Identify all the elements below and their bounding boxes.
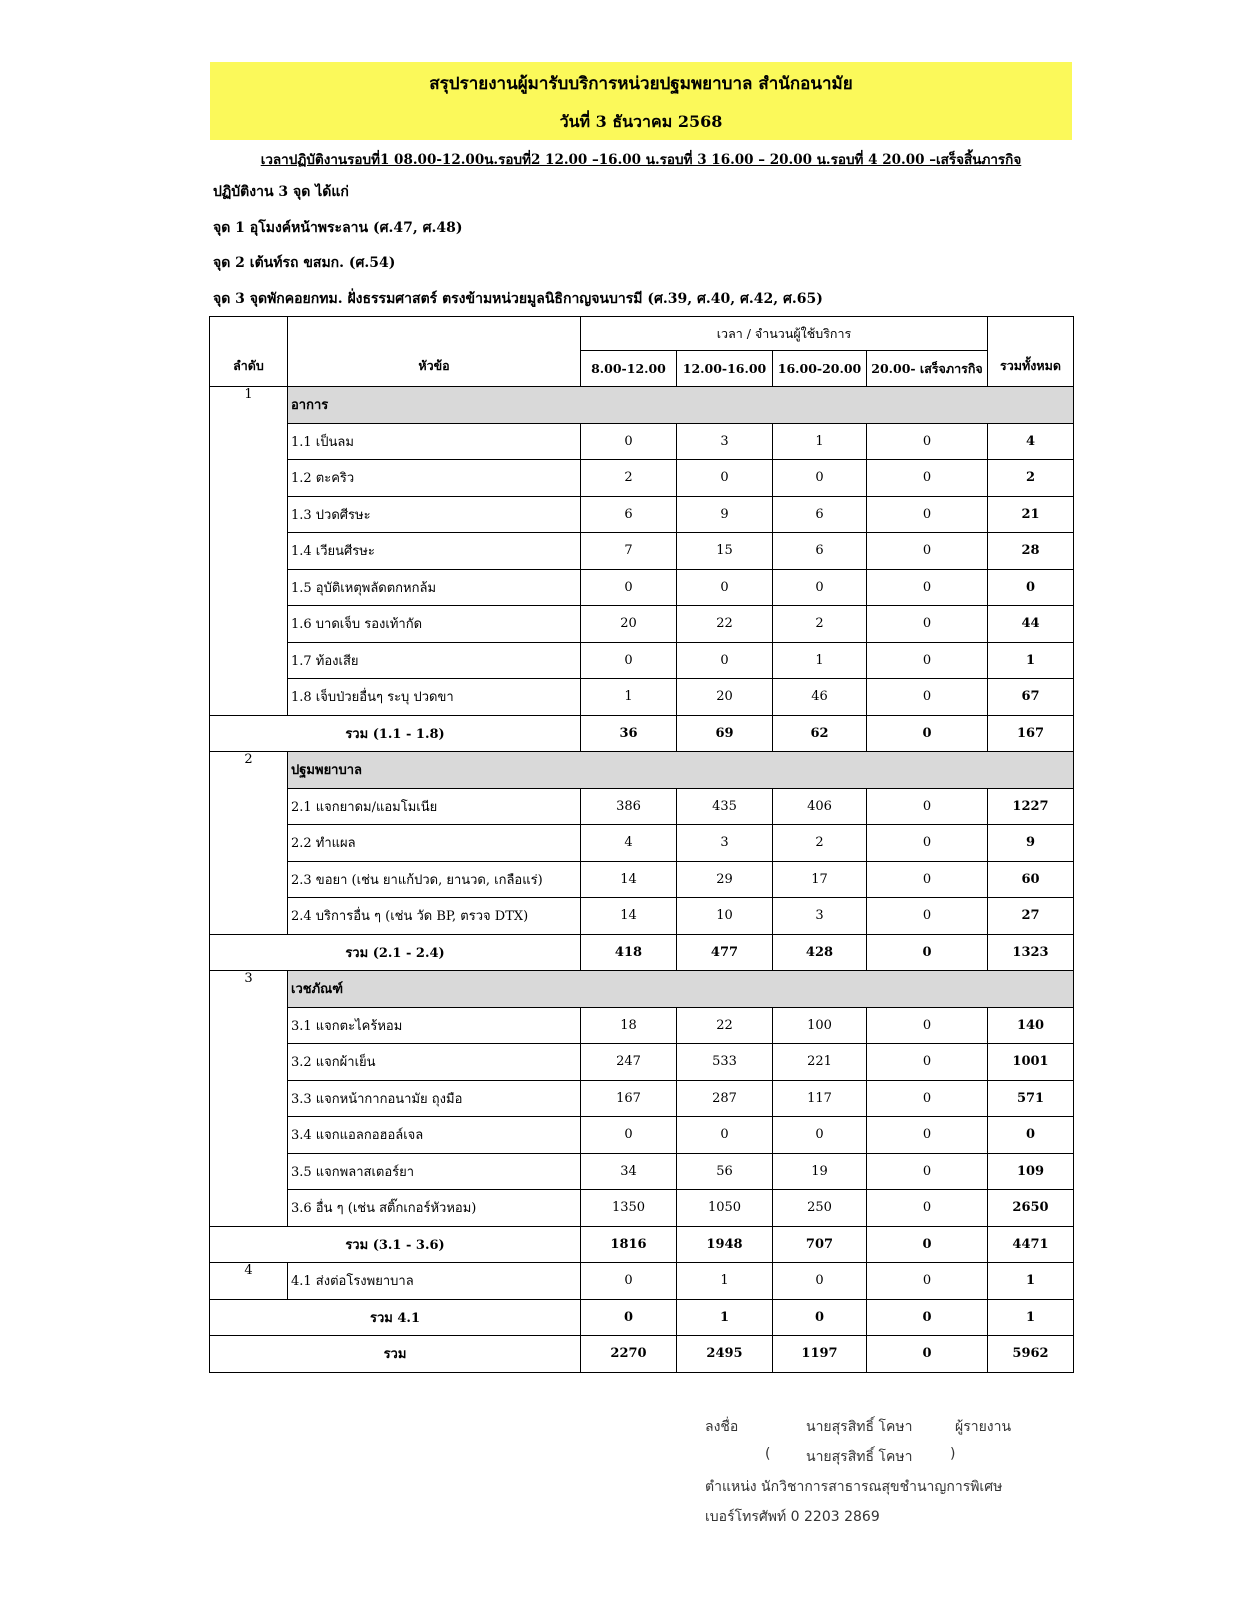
item-total: 109: [988, 1153, 1074, 1190]
item-value: 0: [867, 1117, 988, 1154]
table-row: [210, 569, 1074, 606]
item-value: 7: [581, 533, 677, 570]
item-value: 1: [581, 679, 677, 716]
item-value: 29: [677, 861, 773, 898]
item-label: 3.2 แจกผ้าเย็น: [288, 1044, 581, 1081]
item-total: 9: [988, 825, 1074, 862]
table-row: [210, 423, 1074, 460]
item-label: 1.5 อุบัติเหตุพลัดตกหกล้ม: [288, 569, 581, 606]
subtotal-value: 0: [867, 715, 988, 752]
item-total: 140: [988, 1007, 1074, 1044]
grand-total-row: [210, 1336, 1074, 1373]
subtotal-total: 4471: [988, 1226, 1074, 1263]
section-index: 1: [210, 387, 288, 716]
item-total: 1001: [988, 1044, 1074, 1081]
item-total: 571: [988, 1080, 1074, 1117]
table-row: [210, 1263, 1074, 1300]
table-row: [210, 533, 1074, 570]
item-value: 0: [677, 1117, 773, 1154]
item-value: 221: [773, 1044, 867, 1081]
item-value: 9: [677, 496, 773, 533]
item-value: 0: [581, 1117, 677, 1154]
item-value: 0: [581, 569, 677, 606]
subtotal-row: [210, 1226, 1074, 1263]
item-value: 14: [581, 861, 677, 898]
table-row: [210, 898, 1074, 935]
signer-name-paren: นายสุรสิทธิ์ โคษา: [806, 1449, 913, 1465]
item-label: 1.7 ท้องเสีย: [288, 642, 581, 679]
item-value: 3: [677, 423, 773, 460]
item-label: 3.5 แจกพลาสเตอร์ยา: [288, 1153, 581, 1190]
item-total: 21: [988, 496, 1074, 533]
item-total: 27: [988, 898, 1074, 935]
item-value: 22: [677, 606, 773, 643]
header-topic: หัวข้อ: [288, 317, 581, 387]
item-total: 4: [988, 423, 1074, 460]
table-body: [210, 387, 1074, 1373]
item-total: 2650: [988, 1190, 1074, 1227]
item-total: 1227: [988, 788, 1074, 825]
item-value: 22: [677, 1007, 773, 1044]
item-value: 6: [773, 533, 867, 570]
item-value: 17: [773, 861, 867, 898]
subtotal-value: 477: [677, 934, 773, 971]
item-value: 0: [867, 1044, 988, 1081]
signer-phone: เบอร์โทรศัพท์ 0 2203 2869: [705, 1509, 880, 1525]
item-label: 1.1 เป็นลม: [288, 423, 581, 460]
item-value: 20: [677, 679, 773, 716]
table-row: [210, 1080, 1074, 1117]
item-value: 287: [677, 1080, 773, 1117]
item-value: 0: [581, 1263, 677, 1300]
item-value: 0: [677, 569, 773, 606]
item-value: 56: [677, 1153, 773, 1190]
item-value: 46: [773, 679, 867, 716]
table-row: [210, 496, 1074, 533]
subtotal-total: 167: [988, 715, 1074, 752]
item-label: 2.3 ขอยา (เช่น ยาแก้ปวด, ยานวด, เกลือแร่): [288, 861, 581, 898]
item-label: 3.3 แจกหน้ากากอนามัย ถุงมือ: [288, 1080, 581, 1117]
item-label: 1.6 บาดเจ็บ รองเท้ากัด: [288, 606, 581, 643]
item-label: 4.1 ส่งต่อโรงพยาบาล: [288, 1263, 581, 1300]
item-value: 386: [581, 788, 677, 825]
item-value: 435: [677, 788, 773, 825]
subtotal-value: 707: [773, 1226, 867, 1263]
subtotal-row: [210, 715, 1074, 752]
category-row: [210, 971, 1074, 1008]
item-value: 0: [867, 1263, 988, 1300]
item-total: 44: [988, 606, 1074, 643]
table-row: [210, 642, 1074, 679]
item-total: 1: [988, 1263, 1074, 1300]
item-value: 0: [867, 423, 988, 460]
item-value: 34: [581, 1153, 677, 1190]
item-value: 10: [677, 898, 773, 935]
grand-total-value: 1197: [773, 1336, 867, 1373]
point-1: จุด 1 อุโมงค์หน้าพระลาน (ศ.47, ศ.48): [213, 220, 463, 236]
subtotal-value: 0: [581, 1299, 677, 1336]
item-value: 14: [581, 898, 677, 935]
point-2: จุด 2 เต้นท์รถ ขสมก. (ศ.54): [213, 255, 396, 271]
item-total: 60: [988, 861, 1074, 898]
section-index: 4: [210, 1263, 288, 1300]
category-row: [210, 387, 1074, 424]
subtotal-label: รวม (3.1 - 3.6): [210, 1226, 581, 1263]
table-row: [210, 1044, 1074, 1081]
service-table: [209, 316, 1074, 1373]
item-value: 0: [867, 788, 988, 825]
item-value: 4: [581, 825, 677, 862]
item-total: 0: [988, 569, 1074, 606]
signer-position: ตำแหน่ง นักวิชาการสาธารณสุขชำนาญการพิเศษ: [705, 1479, 1003, 1495]
signer-name: นายสุรสิทธิ์ โคษา: [806, 1419, 913, 1435]
subtotal-value: 36: [581, 715, 677, 752]
paren-close: ): [950, 1446, 956, 1462]
header-time: เวลา / จำนวนผู้ใช้บริการ: [581, 317, 988, 351]
header-total: รวมทั้งหมด: [988, 317, 1074, 387]
subtotal-value: 0: [867, 934, 988, 971]
subtotal-value: 69: [677, 715, 773, 752]
signer-role: ผู้รายงาน: [955, 1419, 1012, 1435]
item-value: 0: [773, 1117, 867, 1154]
header-time-4: 20.00- เสร็จภารกิจ: [867, 351, 988, 387]
item-value: 2: [773, 825, 867, 862]
item-value: 6: [773, 496, 867, 533]
subtotal-row: [210, 934, 1074, 971]
item-value: 15: [677, 533, 773, 570]
category-row: [210, 752, 1074, 789]
subtotal-value: 1948: [677, 1226, 773, 1263]
item-value: 18: [581, 1007, 677, 1044]
table-row: [210, 606, 1074, 643]
item-value: 3: [677, 825, 773, 862]
table-row: [210, 679, 1074, 716]
subtotal-value: 0: [867, 1226, 988, 1263]
item-value: 0: [867, 1190, 988, 1227]
subtotal-row: [210, 1299, 1074, 1336]
table-row: [210, 1117, 1074, 1154]
header-time-3: 16.00-20.00: [773, 351, 867, 387]
item-value: 100: [773, 1007, 867, 1044]
item-value: 1050: [677, 1190, 773, 1227]
grand-total: 5962: [988, 1336, 1074, 1373]
table-row: [210, 788, 1074, 825]
item-value: 0: [581, 642, 677, 679]
item-total: 67: [988, 679, 1074, 716]
item-total: 28: [988, 533, 1074, 570]
item-value: 2: [773, 606, 867, 643]
subtotal-value: 418: [581, 934, 677, 971]
item-value: 0: [773, 460, 867, 497]
item-value: 0: [677, 460, 773, 497]
item-value: 533: [677, 1044, 773, 1081]
item-value: 0: [867, 1007, 988, 1044]
header-index: ลำดับ: [210, 317, 288, 387]
subtotal-label: รวม (1.1 - 1.8): [210, 715, 581, 752]
item-value: 0: [867, 825, 988, 862]
item-label: 3.1 แจกตะไคร้หอม: [288, 1007, 581, 1044]
subtotal-value: 428: [773, 934, 867, 971]
subtotal-value: 1: [677, 1299, 773, 1336]
item-value: 0: [677, 642, 773, 679]
item-value: 0: [867, 496, 988, 533]
item-label: 2.2 ทำแผล: [288, 825, 581, 862]
item-value: 3: [773, 898, 867, 935]
item-value: 0: [867, 606, 988, 643]
subtotal-value: 0: [867, 1299, 988, 1336]
item-label: 1.4 เวียนศีรษะ: [288, 533, 581, 570]
item-label: 2.1 แจกยาดม/แอมโมเนีย: [288, 788, 581, 825]
table-row: [210, 1007, 1074, 1044]
table-row: [210, 861, 1074, 898]
item-value: 0: [867, 642, 988, 679]
item-value: 0: [581, 423, 677, 460]
item-value: 2: [581, 460, 677, 497]
paren-open: (: [765, 1446, 771, 1462]
item-label: 3.6 อื่น ๆ (เช่น สติ๊กเกอร์หัวหอม): [288, 1190, 581, 1227]
subtotal-total: 1: [988, 1299, 1074, 1336]
item-value: 0: [867, 1080, 988, 1117]
item-value: 0: [867, 1153, 988, 1190]
item-value: 1: [677, 1263, 773, 1300]
section-name: ปฐมพยาบาล: [288, 752, 1074, 789]
signature-label: ลงชื่อ: [705, 1419, 739, 1435]
item-total: 1: [988, 642, 1074, 679]
item-value: 0: [867, 533, 988, 570]
point-3: จุด 3 จุดพักคอยกทม. ฝั่งธรรมศาสตร์ ตรงข้ามหน่วยมูลนิธิกาญจนบารมี (ศ.39, ศ.40, ศ.42, ศ.65): [213, 291, 823, 307]
item-label: 1.2 ตะคริว: [288, 460, 581, 497]
table-row: [210, 825, 1074, 862]
item-value: 6: [581, 496, 677, 533]
item-value: 19: [773, 1153, 867, 1190]
item-value: 1: [773, 642, 867, 679]
section-index: 2: [210, 752, 288, 935]
item-label: 3.4 แจกแอลกอฮอล์เจล: [288, 1117, 581, 1154]
subtotal-label: รวม 4.1: [210, 1299, 581, 1336]
subtotal-value: 1816: [581, 1226, 677, 1263]
section-name: อาการ: [288, 387, 1074, 424]
grand-total-value: 0: [867, 1336, 988, 1373]
item-total: 2: [988, 460, 1074, 497]
subtotal-total: 1323: [988, 934, 1074, 971]
item-total: 0: [988, 1117, 1074, 1154]
subtotal-value: 62: [773, 715, 867, 752]
header-time-2: 12.00-16.00: [677, 351, 773, 387]
item-value: 20: [581, 606, 677, 643]
points-intro: ปฏิบัติงาน 3 จุด ได้แก่: [213, 184, 349, 200]
item-value: 0: [867, 569, 988, 606]
item-label: 2.4 บริการอื่น ๆ (เช่น วัด BP, ตรวจ DTX): [288, 898, 581, 935]
item-value: 250: [773, 1190, 867, 1227]
grand-total-label: รวม: [210, 1336, 581, 1373]
table-row: [210, 1190, 1074, 1227]
item-value: 0: [773, 1263, 867, 1300]
report-title: สรุปรายงานผู้มารับบริการหน่วยปฐมพยาบาล สำนักอนามัย: [429, 74, 853, 94]
header-time-1: 8.00-12.00: [581, 351, 677, 387]
item-value: 0: [773, 569, 867, 606]
grand-total-value: 2270: [581, 1336, 677, 1373]
item-value: 406: [773, 788, 867, 825]
item-value: 0: [867, 460, 988, 497]
item-value: 1: [773, 423, 867, 460]
schedule-line: เวลาปฏิบัติงานรอบที่1 08.00-12.00น.รอบที่2 12.00 –16.00 น.รอบที่ 3 16.00 – 20.00 น.รอบที่ 4 20.00 –เสร็จสิ้นภารกิจ: [260, 152, 1022, 168]
item-value: 167: [581, 1080, 677, 1117]
table-row: [210, 460, 1074, 497]
item-value: 0: [867, 861, 988, 898]
section-index: 3: [210, 971, 288, 1227]
subtotal-label: รวม (2.1 - 2.4): [210, 934, 581, 971]
item-value: 0: [867, 898, 988, 935]
report-date: วันที่ 3 ธันวาคม 2568: [559, 112, 723, 131]
table-row: [210, 1153, 1074, 1190]
item-label: 1.8 เจ็บป่วยอื่นๆ ระบุ ปวดขา: [288, 679, 581, 716]
section-name: เวชภัณฑ์: [288, 971, 1074, 1008]
item-label: 1.3 ปวดศีรษะ: [288, 496, 581, 533]
subtotal-value: 0: [773, 1299, 867, 1336]
item-value: 0: [867, 679, 988, 716]
item-value: 247: [581, 1044, 677, 1081]
item-value: 117: [773, 1080, 867, 1117]
item-value: 1350: [581, 1190, 677, 1227]
grand-total-value: 2495: [677, 1336, 773, 1373]
